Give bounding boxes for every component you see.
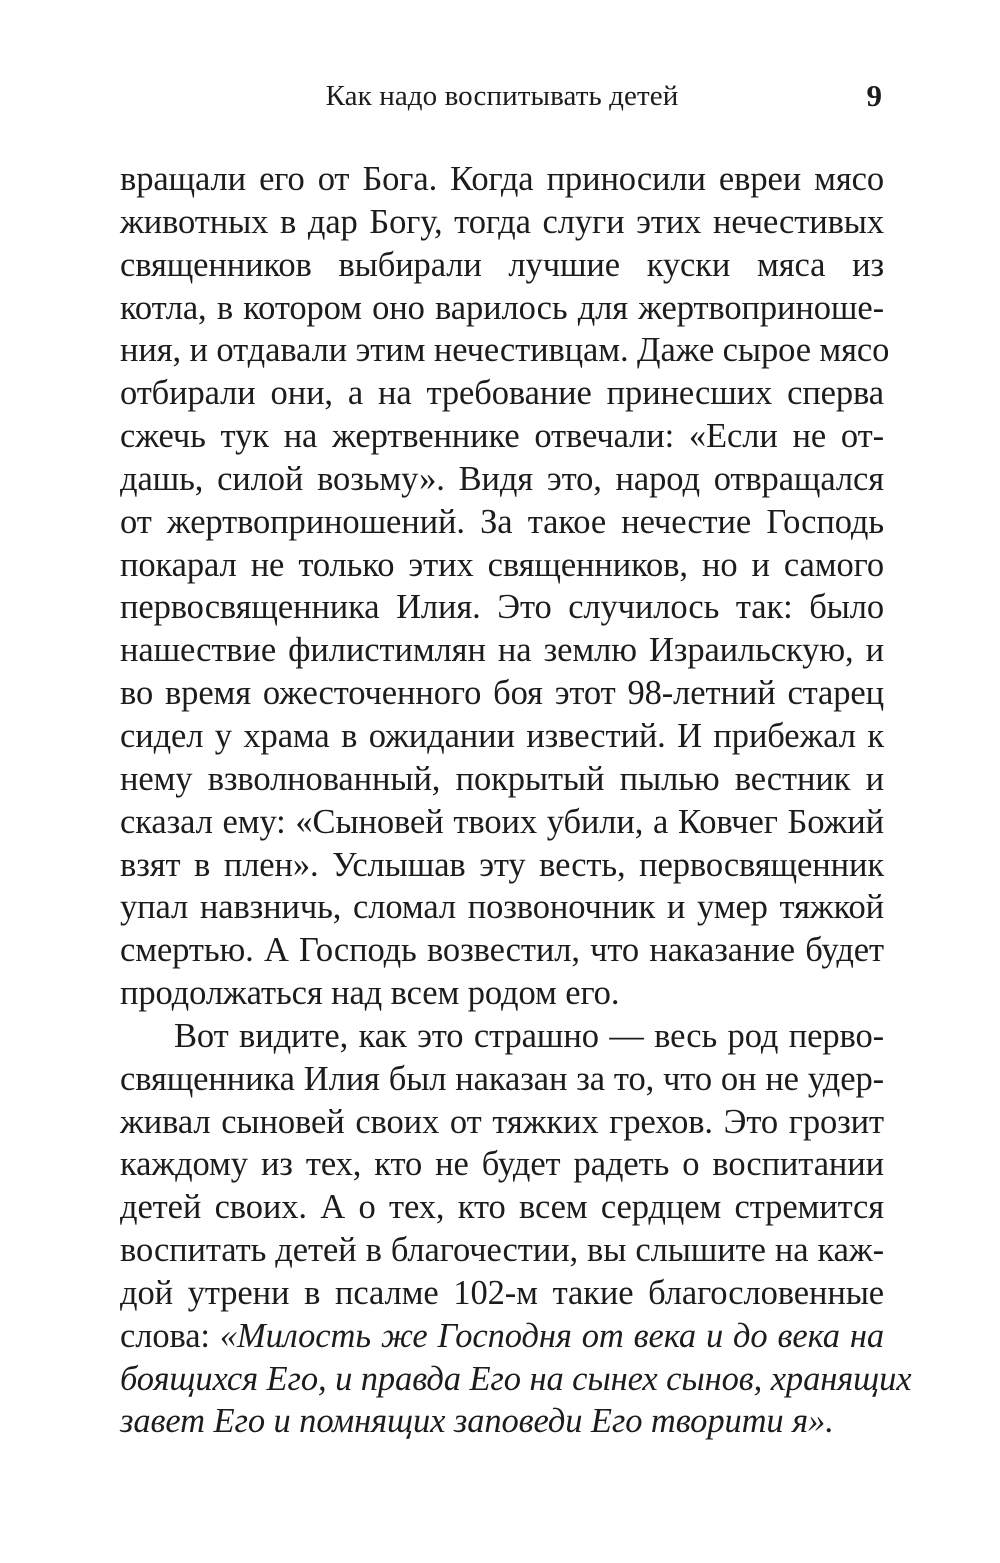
text-line: воспитать детей в благочестии, вы слышите на каж- xyxy=(120,1231,884,1270)
text-line: детей своих. А о тех, кто всем сердцем стремится xyxy=(120,1188,884,1227)
text-line: дашь, силой возьму». Видя это, народ отвращался xyxy=(120,459,884,498)
paragraph-start-line: Вот видите, как это страшно — весь род перво- xyxy=(174,1016,884,1055)
running-header xyxy=(120,74,884,118)
body-text xyxy=(120,158,912,1443)
text-line: упал навзничь, сломал позвоночник и умер тяжкой xyxy=(120,888,884,927)
text-line: смертью. А Господь возвестил, что наказание будет xyxy=(120,931,884,970)
text-line: от жертвоприношений. За такое нечестие Господь xyxy=(120,502,884,541)
text-line: священников выбирали лучшие куски мяса из xyxy=(120,245,884,284)
text-line: сжечь тук на жертвеннике отвечали: «Если не от- xyxy=(120,417,884,456)
text-line: сидел у храма в ожидании известий. И прибежал к xyxy=(120,716,884,755)
text-line: нашествие филистимлян на землю Израильскую, и xyxy=(120,631,884,670)
text-line: сказал ему: «Сыновей твоих убили, а Ковчег Божий xyxy=(120,802,884,841)
text-line: животных в дар Богу, тогда слуги этих нечестивых xyxy=(120,202,884,241)
running-title: Как надо воспитывать детей xyxy=(325,80,679,112)
text-line: ния, и отдавали этим нечестивцам. Даже сырое мясо xyxy=(120,331,890,370)
text-line: каждому из тех, кто не будет радеть о воспитании xyxy=(120,1145,884,1184)
paragraph-end-line: продолжаться над всем родом его. xyxy=(120,974,620,1013)
text-line: во время ожесточенного боя этот 98-летний старец xyxy=(120,674,884,713)
quote-start-line xyxy=(120,1315,884,1358)
text-line: живал сыновей своих от тяжких грехов. Это грозит xyxy=(120,1102,884,1141)
text-line: отбирали они, а на требование принесших сперва xyxy=(120,374,884,413)
scripture-quote: «Милость же Господня от века и до века на xyxy=(219,1316,884,1355)
text-line: покарал не только этих священников, но и самого xyxy=(120,545,884,584)
text-line: дой утрени в псалме 102-м такие благословенные xyxy=(120,1273,884,1312)
scripture-quote-line: боящихся Его, и правда Его на сынех сынов, хранящих xyxy=(120,1359,912,1398)
quote-intro: слова: xyxy=(120,1316,220,1355)
text-line: котла, в котором оно варилось для жертвоприноше- xyxy=(120,288,884,327)
text-line: нему взволнованный, покрытый пылью вестник и xyxy=(120,759,884,798)
text-line: взят в плен». Услышав эту весть, первосвященник xyxy=(120,845,884,884)
text-line: вращали его от Бога. Когда приносили евреи мясо xyxy=(120,160,884,198)
scripture-quote-line: завет Его и помнящих заповеди Его творити я». xyxy=(120,1402,834,1441)
text-line: священника Илия был наказан за то, что он не удер- xyxy=(120,1059,884,1098)
text-line: первосвященника Илия. Это случилось так: было xyxy=(120,588,884,627)
page-number: 9 xyxy=(866,78,882,113)
